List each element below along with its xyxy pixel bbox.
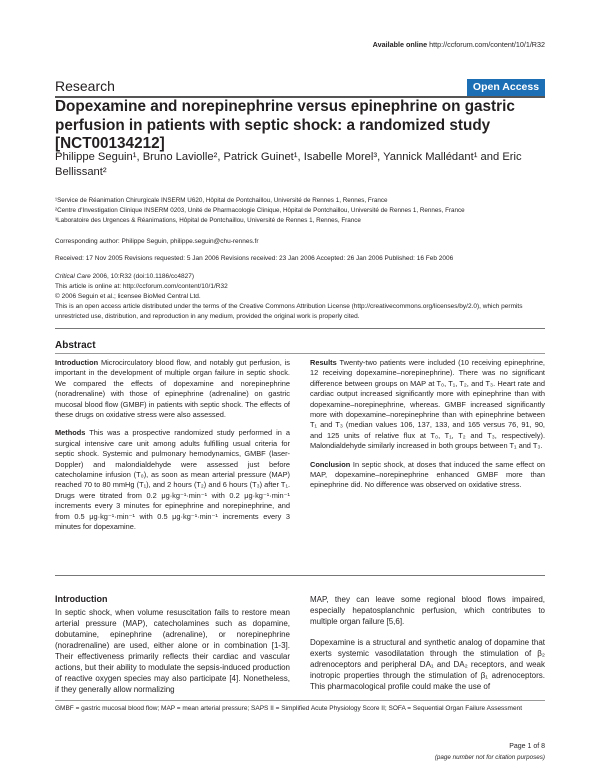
abstract-results-text: Twenty-two patients were included (10 receiving epinephrine, 12 receiving dopexamine–norepinephrine). There was no significant difference between groups on MAP at T₀, T₁, T₂, and T₃. Heart rate and cardiac output increased significantly more with epinephrine than with dopexamine–norepinephrine, whereas. GMBF increased significantly more with dopexamine–norepinephrine than with epinephrine between T₁ and T₃ (median values 106, 137, 133, and 165 versus 76, 91, 90, and 125 units of relative flux at T₀, T₁, T₂ and T₃, respectively). Malondialdehyde similarly increased in both groups between T₁ and T₃. [310, 358, 545, 451]
abstract-results [310, 358, 545, 452]
introduction-heading: Introduction [55, 594, 108, 604]
license-text: This is an open access article distributed under the terms of the Creative Commons Attribution License (http://creativecommons.org/licenses/by/2.0), which permits unrestricted use, distribution, and reproduction in any medium, provided the original work is properly cited. [55, 303, 523, 320]
citation [55, 272, 550, 282]
availability-line [373, 40, 545, 49]
abstract-conclusion-label: Conclusion [310, 459, 351, 469]
page-number: Page 1 of 8 [509, 743, 545, 750]
abstract-intro-text: Microcirculatory blood flow, and notably gut perfusion, is important in the development of multiple organ failure in septic shock. We compared the effects of dopexamine and norepinephrine (noradrenaline) with those of epinephrine (adrenaline) on gastric mucosal blood flow (GMBF) in patients with septic shock. The effects of these drugs on oxidative stress were also assessed. [55, 358, 290, 420]
corresponding-author: Corresponding author: Philippe Seguin, philippe.seguin@chu-rennes.fr [55, 238, 259, 245]
abstract-heading: Abstract [55, 340, 96, 351]
abstract-methods-text: This was a prospective randomized study performed in a surgical intensive care unit among adults fulfilling usual criteria for septic shock. Systemic and pulmonary hemodynamics, GMBF (laser-Doppler) and malondialdehyde were assessed just before catecholamine infusion (T₀), as soon as mean arterial pressure (MAP) reached 70 to 80 mmHg (T₁), and 2 hours (T₂) and 6 hours (T₃) after T₁. Drugs were titrated from 0.2 μg·kg⁻¹·min⁻¹ with 0.2 μg·kg⁻¹·min⁻¹ increments every 3 minutes for epinephrine and norepinephrine, and from 0.5 μg·kg⁻¹·min⁻¹ with 0.5 μg·kg⁻¹·min⁻¹ increments every 3 minutes for dopexamine. [55, 428, 290, 532]
citation-details: 2006, 10:R32 (doi:10.1186/cc4827) [90, 273, 194, 280]
body-paragraph-1: MAP, they can leave some regional blood flows impaired, especially hepatosplanchnic perfusion, which contributes to multiple organ failure [5,6]. [310, 595, 545, 626]
article-title: Dopexamine and norepinephrine versus epinephrine on gastric perfusion in patients with septic shock: a randomized study [NCT00134212] [55, 98, 515, 152]
abstract-right-column [310, 358, 545, 499]
open-access-badge: Open Access [467, 79, 545, 96]
copyright: © 2006 Seguin et al.; licensee BioMed Central Ltd. [55, 293, 201, 300]
affiliation-1: ¹Service de Réanimation Chirurgicale INSERM U620, Hôpital de Pontchaillou, Université de Rennes 1, Rennes, France [55, 197, 388, 204]
available-url[interactable]: http://ccforum.com/content/10/1/R32 [429, 40, 545, 49]
abstract-conclusion [310, 460, 545, 491]
available-label: Available online [372, 40, 428, 49]
affiliation-2: ²Centre d'Investigation Clinique INSERM 0203, Unité de Pharmacologie Clinique, Hôpital de Pontchaillou, Université de Rennes 1, Rennes, France [55, 207, 465, 214]
abstract-intro-label: Introduction [55, 358, 99, 367]
article-dates: Received: 17 Nov 2005 Revisions requested: 5 Jan 2006 Revisions received: 23 Jan 2006 Accepted: 26 Jan 2006 Published: 16 Feb 2006 [55, 255, 454, 262]
page-note: (page number not for citation purposes) [434, 754, 545, 761]
journal-name: Critical Care [55, 273, 91, 280]
divider [55, 328, 545, 329]
footnote-rule [55, 700, 545, 701]
abstract-methods [55, 428, 290, 532]
affiliations [55, 196, 550, 226]
author-list: Philippe Seguin¹, Bruno Laviolle², Patrick Guinet¹, Isabelle Morel³, Yannick Mallédant¹ and Eric Bellissant² [55, 151, 522, 178]
abstract-introduction [55, 358, 290, 420]
abstract-results-label: Results [310, 358, 337, 367]
article-online-url[interactable]: This article is online at: http://ccforum.com/content/10/1/R32 [55, 283, 228, 290]
abstract-methods-label: Methods [55, 428, 86, 438]
affiliation-3: ³Laboratoire des Urgences & Réanimations, Hôpital de Pontchaillou, Université de Rennes 1, Rennes, France [55, 217, 361, 224]
body-paragraph-2: Dopexamine is a structural and synthetic analog of dopamine that exerts systemic vasodilatation through the stimulation of β₂ adrenoceptors and peripheral DA₁ and DA₂ receptors, and weak inotropic properties through the stimulation of β₁ adrenoceptors. This pharmacological profile could make the use of [310, 638, 545, 691]
introduction-paragraph: In septic shock, when volume resuscitation fails to restore mean arterial pressure (MAP), catecholamines such as dopamine, dobutamine, epinephrine (adrenaline), or norepinephrine (noradrenaline) are used, either alone or in combination [1-3]. Their effectiveness primarily reflects their cardiac and vascular actions, but their ability to modulate the sepsis-induced production of reactive oxygen species may also participate [4]. Nonetheless, if they generally allow normalizing [55, 608, 290, 694]
abbreviations-footnote: GMBF = gastric mucosal blood flow; MAP = mean arterial pressure; SAPS II = Simplified Acute Physiology Score II; SOFA = Sequential Organ Failure Assessment [55, 705, 523, 712]
section-label: Research [55, 78, 115, 94]
abstract-rule [55, 353, 545, 354]
abstract-conclusion-text: In septic shock, at doses that induced the same effect on MAP, dopexamine–norepinephrine enhanced GMBF more than epinephrine did. No difference was observed on oxidative stress. [310, 459, 545, 490]
abstract-end-rule [55, 575, 545, 576]
body-right-column [310, 594, 545, 702]
citation-block [55, 272, 550, 322]
abstract-left-column [55, 358, 290, 541]
body-left-column [55, 594, 290, 705]
